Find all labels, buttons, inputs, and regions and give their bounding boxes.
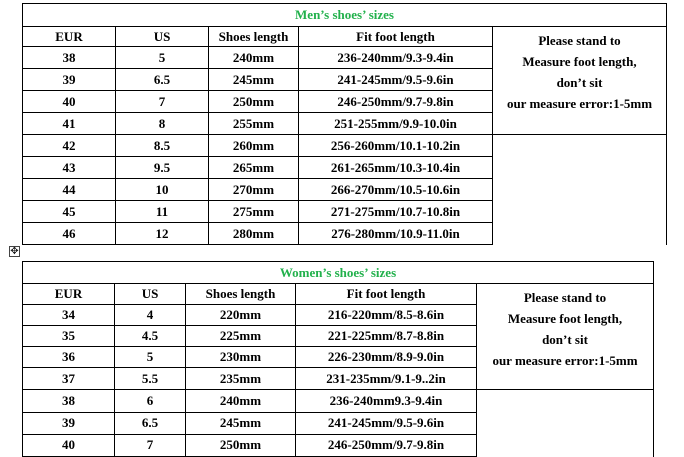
men-table-title: Men’s shoes’ sizes <box>23 4 667 27</box>
fit-foot-length-cell: 221-225mm/8.7-8.8in <box>296 326 477 347</box>
eur-cell: 39 <box>23 412 115 434</box>
eur-cell: 37 <box>23 368 115 390</box>
shoes-length-cell: 235mm <box>186 368 296 390</box>
eur-cell: 39 <box>23 69 116 91</box>
header-eur: EUR <box>23 27 116 47</box>
note-line: Please stand to <box>523 290 607 305</box>
eur-cell: 45 <box>23 201 116 223</box>
us-cell: 7 <box>116 91 209 113</box>
shoes-length-cell: 230mm <box>186 347 296 368</box>
fit-foot-length-cell: 256-260mm/10.1-10.2in <box>299 135 493 157</box>
note-line: our measure error:1-5mm <box>506 96 653 111</box>
note-line: our measure error:1-5mm <box>492 353 638 368</box>
note-line: don’t sit <box>556 75 603 90</box>
fit-foot-length-cell: 246-250mm/9.7-9.8in <box>296 434 477 456</box>
eur-cell: 43 <box>23 157 116 179</box>
eur-cell: 41 <box>23 113 116 135</box>
shoes-length-cell: 280mm <box>209 223 299 245</box>
header-us: US <box>116 27 209 47</box>
fit-foot-length-cell: 241-245mm/9.5-9.6in <box>296 412 477 434</box>
us-cell: 10 <box>116 179 209 201</box>
shoes-length-cell: 245mm <box>209 69 299 91</box>
us-cell: 12 <box>116 223 209 245</box>
eur-cell: 34 <box>23 305 115 326</box>
shoes-length-cell: 250mm <box>186 434 296 456</box>
women-size-table <box>22 261 654 457</box>
shoes-length-cell: 225mm <box>186 326 296 347</box>
eur-cell: 38 <box>23 47 116 69</box>
note-line: don’t sit <box>542 332 588 347</box>
fit-foot-length-cell: 226-230mm/8.9-9.0in <box>296 347 477 368</box>
us-cell: 9.5 <box>116 157 209 179</box>
us-cell: 5 <box>115 347 186 368</box>
table-row <box>23 135 667 157</box>
fit-foot-length-cell: 216-220mm/8.5-8.6in <box>296 305 477 326</box>
table-row <box>23 434 654 456</box>
table-row <box>23 201 667 223</box>
header-shoes-length: Shoes length <box>209 27 299 47</box>
us-cell: 4.5 <box>115 326 186 347</box>
shoes-length-cell: 220mm <box>186 305 296 326</box>
shoes-length-cell: 275mm <box>209 201 299 223</box>
note-line: Measure foot length, <box>522 54 637 69</box>
eur-cell: 44 <box>23 179 116 201</box>
table-row <box>23 157 667 179</box>
fit-foot-length-cell: 261-265mm/10.3-10.4in <box>299 157 493 179</box>
eur-cell: 40 <box>23 434 115 456</box>
women-measure-note <box>477 284 654 390</box>
eur-cell: 42 <box>23 135 116 157</box>
note-line: Please stand to <box>538 33 621 48</box>
shoes-length-cell: 260mm <box>209 135 299 157</box>
fit-foot-length-cell: 266-270mm/10.5-10.6in <box>299 179 493 201</box>
us-cell: 6.5 <box>116 69 209 91</box>
shoes-length-cell: 270mm <box>209 179 299 201</box>
header-fit-foot-length: Fit foot length <box>299 27 493 47</box>
header-fit-foot-length: Fit foot length <box>296 284 477 305</box>
shoes-length-cell: 255mm <box>209 113 299 135</box>
us-cell: 4 <box>115 305 186 326</box>
women-table-title: Women’s shoes’ sizes <box>23 262 654 284</box>
shoes-length-cell: 250mm <box>209 91 299 113</box>
us-cell: 7 <box>115 434 186 456</box>
fit-foot-length-cell: 276-280mm/10.9-11.0in <box>299 223 493 245</box>
us-cell: 5.5 <box>115 368 186 390</box>
table-row <box>23 179 667 201</box>
eur-cell: 40 <box>23 91 116 113</box>
men-header-row <box>23 27 667 47</box>
men-size-table <box>22 3 667 245</box>
fit-foot-length-cell: 271-275mm/10.7-10.8in <box>299 201 493 223</box>
table-row <box>23 390 654 412</box>
fit-foot-length-cell: 246-250mm/9.7-9.8in <box>299 91 493 113</box>
shoes-length-cell: 240mm <box>186 390 296 412</box>
shoes-length-cell: 240mm <box>209 47 299 69</box>
header-us: US <box>115 284 186 305</box>
note-line: Measure foot length, <box>507 311 623 326</box>
us-cell: 6.5 <box>115 412 186 434</box>
header-shoes-length: Shoes length <box>186 284 296 305</box>
women-header-row <box>23 284 654 305</box>
shoes-length-cell: 245mm <box>186 412 296 434</box>
eur-cell: 46 <box>23 223 116 245</box>
fit-foot-length-cell: 251-255mm/9.9-10.0in <box>299 113 493 135</box>
fit-foot-length-cell: 231-235mm/9.1-9..2in <box>296 368 477 390</box>
us-cell: 8 <box>116 113 209 135</box>
fit-foot-length-cell: 236-240mm/9.3-9.4in <box>299 47 493 69</box>
table-row <box>23 412 654 434</box>
us-cell: 8.5 <box>116 135 209 157</box>
eur-cell: 38 <box>23 390 115 412</box>
move-cross-icon[interactable]: ✥ <box>10 246 19 257</box>
men-measure-note <box>493 27 667 135</box>
us-cell: 6 <box>115 390 186 412</box>
header-eur: EUR <box>23 284 115 305</box>
shoes-length-cell: 265mm <box>209 157 299 179</box>
us-cell: 11 <box>116 201 209 223</box>
fit-foot-length-cell: 236-240mm9.3-9.4in <box>296 390 477 412</box>
eur-cell: 36 <box>23 347 115 368</box>
table-row <box>23 223 667 245</box>
eur-cell: 35 <box>23 326 115 347</box>
us-cell: 5 <box>116 47 209 69</box>
fit-foot-length-cell: 241-245mm/9.5-9.6in <box>299 69 493 91</box>
